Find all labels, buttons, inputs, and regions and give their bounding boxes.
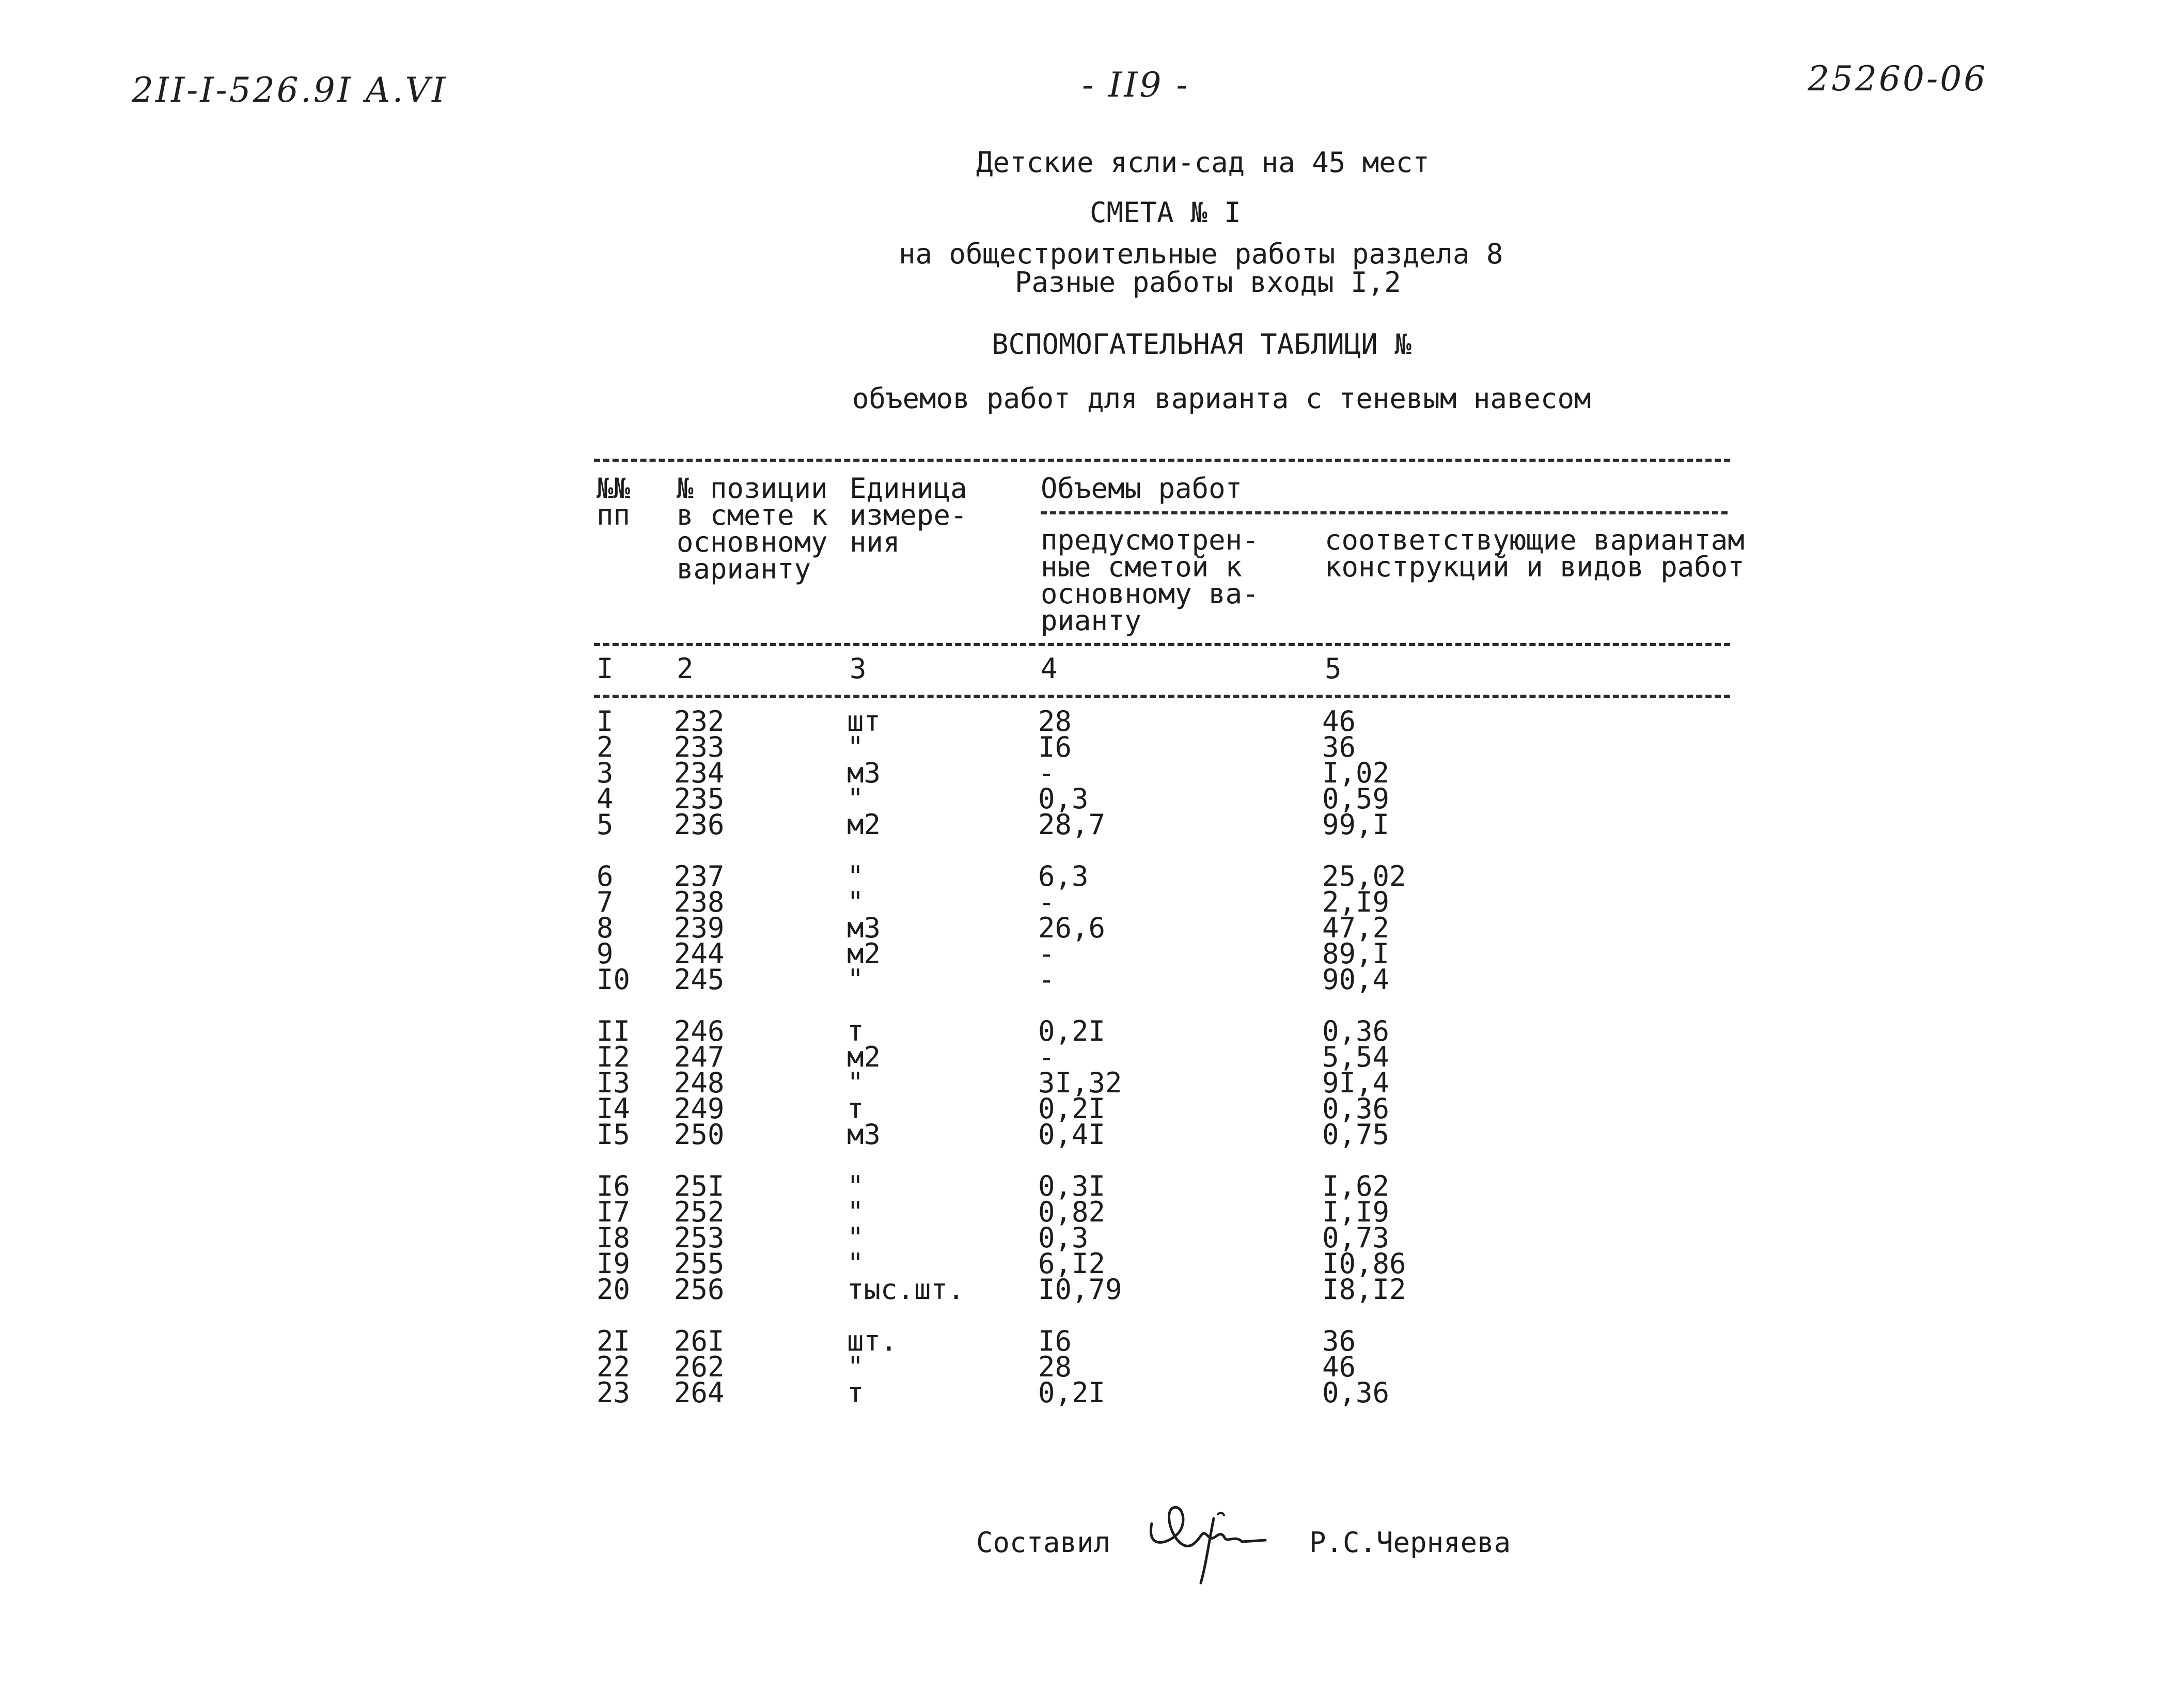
cell-unit: шт. <box>847 1325 898 1357</box>
cell-variant-volume: I8,I2 <box>1322 1273 1406 1306</box>
cell-base-volume: 28 <box>1038 1351 1072 1383</box>
cell-position-number: 249 <box>674 1092 725 1125</box>
cell-base-volume: 28,7 <box>1038 808 1106 841</box>
cell-position-number: 26I <box>674 1325 725 1357</box>
cell-row-number: 23 <box>597 1376 631 1409</box>
cell-row-number: I8 <box>597 1221 631 1254</box>
cell-position-number: 239 <box>674 912 725 944</box>
handwritten-signature-icon <box>1136 1487 1270 1586</box>
cell-position-number: 25I <box>674 1170 725 1202</box>
cell-base-volume: 0,3 <box>1038 1221 1089 1254</box>
aux-table-subject: объемов работ для варианта с теневым навесом <box>852 382 1591 415</box>
cell-base-volume: 0,2I <box>1038 1376 1106 1409</box>
column-number-3: 3 <box>850 652 867 685</box>
cell-variant-volume: 5,54 <box>1322 1041 1390 1073</box>
cell-position-number: 238 <box>674 886 725 918</box>
cell-row-number: II <box>597 1015 631 1047</box>
cell-position-number: 246 <box>674 1015 725 1047</box>
cell-position-number: 248 <box>674 1067 725 1099</box>
table-row <box>597 1118 1580 1151</box>
column-number-5: 5 <box>1325 652 1342 685</box>
cell-row-number: 20 <box>597 1273 631 1306</box>
numbers-bottom-rule <box>594 695 1730 698</box>
cell-unit: " <box>847 1067 864 1099</box>
cell-position-number: 233 <box>674 731 725 763</box>
cell-unit: м3 <box>847 757 881 789</box>
cell-base-volume: I6 <box>1038 731 1072 763</box>
cell-position-number: 244 <box>674 937 725 970</box>
cell-base-volume: 0,2I <box>1038 1015 1106 1047</box>
table-row <box>597 808 1580 841</box>
cell-unit: " <box>847 963 864 996</box>
cell-position-number: 253 <box>674 1221 725 1254</box>
cell-position-number: 237 <box>674 860 725 892</box>
cell-row-number: 22 <box>597 1351 631 1383</box>
header-bottom-rule <box>594 643 1730 646</box>
cell-base-volume: 3I,32 <box>1038 1067 1122 1099</box>
estimate-subject: на общестроительные работы раздела 8 <box>899 238 1503 270</box>
cell-variant-volume: 0,36 <box>1322 1015 1390 1047</box>
cell-variant-volume: 46 <box>1322 705 1356 738</box>
row-group-1 <box>597 705 1580 841</box>
cell-base-volume: - <box>1038 937 1055 970</box>
cell-variant-volume: 0,36 <box>1322 1376 1390 1409</box>
cell-row-number: 6 <box>597 860 614 892</box>
cell-row-number: I3 <box>597 1067 631 1099</box>
compiled-label: Составил <box>976 1526 1111 1559</box>
cell-variant-volume: 0,59 <box>1322 782 1390 815</box>
cell-base-volume: I0,79 <box>1038 1273 1122 1306</box>
column-number-2: 2 <box>677 652 694 685</box>
cell-row-number: 2 <box>597 731 614 763</box>
cell-position-number: 247 <box>674 1041 725 1073</box>
cell-unit: " <box>847 1247 864 1280</box>
header-col-position: № позиции в смете к основному варианту <box>677 472 828 585</box>
cell-variant-volume: 2,I9 <box>1322 886 1390 918</box>
table-top-rule <box>594 459 1730 462</box>
cell-unit: тыс.шт. <box>847 1273 965 1306</box>
cell-position-number: 236 <box>674 808 725 841</box>
table-row <box>597 731 1580 763</box>
cell-base-volume: 0,3 <box>1038 782 1089 815</box>
cell-row-number: 9 <box>597 937 614 970</box>
cell-unit: т <box>847 1092 864 1125</box>
cell-row-number: 8 <box>597 912 614 944</box>
cell-row-number: I <box>597 705 614 738</box>
page-number: - II9 - <box>1082 65 1190 105</box>
cell-unit: " <box>847 1221 864 1254</box>
table-row <box>597 963 1580 996</box>
cell-unit: м3 <box>847 912 881 944</box>
cell-base-volume: - <box>1038 1041 1055 1073</box>
cell-variant-volume: 47,2 <box>1322 912 1390 944</box>
table-row <box>597 937 1580 970</box>
cell-position-number: 234 <box>674 757 725 789</box>
cell-variant-volume: 99,I <box>1322 808 1390 841</box>
cell-base-volume: 28 <box>1038 705 1072 738</box>
cell-base-volume: - <box>1038 886 1055 918</box>
header-col-variant-volume: соответствующие вариантам конструкций и видов работ <box>1325 524 1745 583</box>
cell-variant-volume: I,02 <box>1322 757 1390 789</box>
cell-position-number: 232 <box>674 705 725 738</box>
cell-base-volume: 26,6 <box>1038 912 1106 944</box>
cell-base-volume: 6,3 <box>1038 860 1089 892</box>
column-number-4: 4 <box>1041 652 1058 685</box>
cell-variant-volume: 36 <box>1322 731 1356 763</box>
volumes-header-rule <box>1041 511 1728 514</box>
cell-unit: м2 <box>847 937 881 970</box>
table-row <box>597 705 1580 738</box>
archive-number: 25260-06 <box>1808 59 1988 99</box>
cell-unit: м3 <box>847 1118 881 1151</box>
table-row <box>597 860 1580 892</box>
row-group-2 <box>597 860 1580 996</box>
table-row <box>597 1325 1580 1357</box>
cell-row-number: 5 <box>597 808 614 841</box>
cell-variant-volume: 36 <box>1322 1325 1356 1357</box>
column-number-1: I <box>597 652 614 685</box>
document-code: 2II-I-526.9I A.VI <box>132 70 448 110</box>
cell-unit: т <box>847 1015 864 1047</box>
cell-row-number: I7 <box>597 1196 631 1228</box>
cell-row-number: 3 <box>597 757 614 789</box>
cell-row-number: I5 <box>597 1118 631 1151</box>
header-col-base-volume: предусмотрен- ные сметой к основному ва- рианту <box>1041 524 1259 637</box>
cell-variant-volume: 25,02 <box>1322 860 1406 892</box>
cell-unit: " <box>847 731 864 763</box>
cell-position-number: 264 <box>674 1376 725 1409</box>
cell-unit: м2 <box>847 808 881 841</box>
cell-position-number: 252 <box>674 1196 725 1228</box>
row-group-4 <box>597 1170 1580 1306</box>
cell-unit: " <box>847 782 864 815</box>
cell-position-number: 256 <box>674 1273 725 1306</box>
cell-row-number: I2 <box>597 1041 631 1073</box>
cell-position-number: 245 <box>674 963 725 996</box>
header-col-unit: Единица измере- ния <box>850 472 967 558</box>
table-row <box>597 1273 1580 1306</box>
works-title: Разные работы входы I,2 <box>1015 266 1401 299</box>
cell-variant-volume: 89,I <box>1322 937 1390 970</box>
cell-unit: " <box>847 860 864 892</box>
cell-base-volume: I6 <box>1038 1325 1072 1357</box>
cell-unit: " <box>847 1351 864 1383</box>
cell-variant-volume: 0,36 <box>1322 1092 1390 1125</box>
cell-variant-volume: 90,4 <box>1322 963 1390 996</box>
row-group-3 <box>597 1015 1580 1151</box>
table-row <box>597 1376 1580 1409</box>
cell-variant-volume: 46 <box>1322 1351 1356 1383</box>
cell-base-volume: 0,4I <box>1038 1118 1106 1151</box>
cell-base-volume: 0,3I <box>1038 1170 1106 1202</box>
cell-base-volume: 6,I2 <box>1038 1247 1106 1280</box>
object-name: Детские ясли-сад на 45 мест <box>976 146 1430 179</box>
cell-position-number: 250 <box>674 1118 725 1151</box>
cell-variant-volume: I,62 <box>1322 1170 1390 1202</box>
cell-unit: " <box>847 1196 864 1228</box>
cell-row-number: 4 <box>597 782 614 815</box>
cell-unit: " <box>847 1170 864 1202</box>
cell-variant-volume: 0,73 <box>1322 1221 1390 1254</box>
cell-position-number: 262 <box>674 1351 725 1383</box>
cell-row-number: I4 <box>597 1092 631 1125</box>
cell-base-volume: - <box>1038 963 1055 996</box>
cell-position-number: 235 <box>674 782 725 815</box>
estimate-title: СМЕТА № I <box>1090 196 1241 229</box>
cell-row-number: 7 <box>597 886 614 918</box>
table-row <box>597 1015 1580 1047</box>
table-row <box>597 912 1580 944</box>
cell-variant-volume: I0,86 <box>1322 1247 1406 1280</box>
compiler-name: Р.С.Черняева <box>1309 1526 1511 1559</box>
cell-variant-volume: 0,75 <box>1322 1118 1390 1151</box>
header-volumes: Объемы работ <box>1041 472 1243 505</box>
cell-row-number: I6 <box>597 1170 631 1202</box>
cell-row-number: I9 <box>597 1247 631 1280</box>
cell-unit: шт <box>847 705 881 738</box>
cell-row-number: 2I <box>597 1325 631 1357</box>
cell-variant-volume: 9I,4 <box>1322 1067 1390 1099</box>
cell-unit: т <box>847 1376 864 1409</box>
cell-base-volume: 0,82 <box>1038 1196 1106 1228</box>
cell-row-number: I0 <box>597 963 631 996</box>
cell-unit: " <box>847 886 864 918</box>
cell-variant-volume: I,I9 <box>1322 1196 1390 1228</box>
cell-base-volume: 0,2I <box>1038 1092 1106 1125</box>
aux-table-title: ВСПОМОГАТЕЛЬНАЯ ТАБЛИЦИ № <box>992 328 1411 361</box>
cell-base-volume: - <box>1038 757 1055 789</box>
cell-position-number: 255 <box>674 1247 725 1280</box>
header-col-number: №№ пп <box>597 472 631 531</box>
cell-unit: м2 <box>847 1041 881 1073</box>
row-group-5 <box>597 1325 1580 1409</box>
